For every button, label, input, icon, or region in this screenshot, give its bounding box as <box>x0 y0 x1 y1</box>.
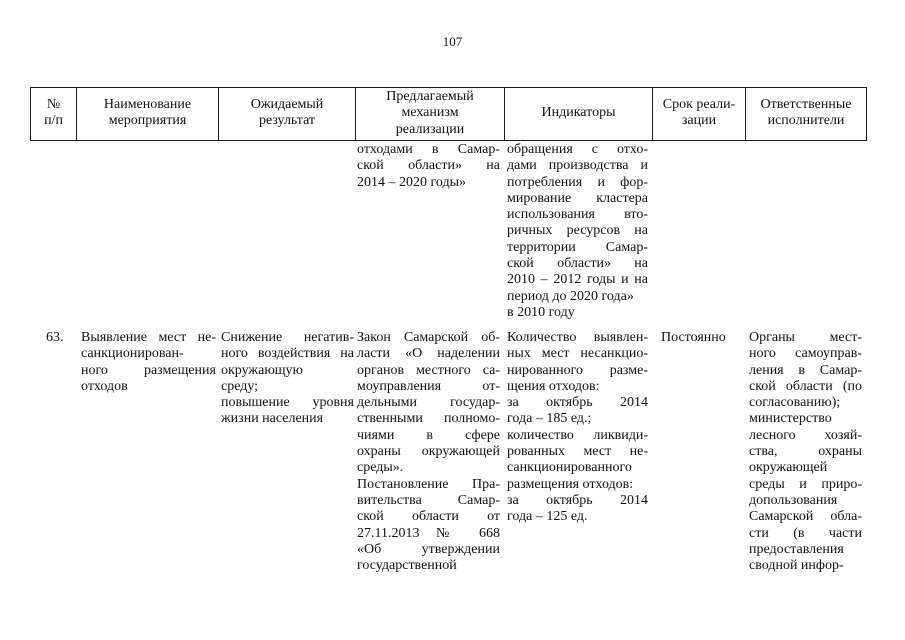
text-line: ства, охраны <box>749 444 862 460</box>
header-text-line: результат <box>258 113 316 129</box>
header-bottom-border <box>30 140 867 141</box>
text-line: года – 185 ед.; <box>507 411 592 427</box>
page-number: 107 <box>442 34 463 49</box>
text-line: жизни населения <box>221 411 324 427</box>
header-result <box>219 97 355 130</box>
text-line: Органы мест- <box>749 330 862 345</box>
text-line: рованных мест не- <box>507 444 648 460</box>
text-line: 2010 – 2012 годы и на <box>507 272 648 288</box>
header-text-line: Индикаторы <box>541 105 616 120</box>
text-line: министерство <box>749 411 832 427</box>
text-line: окружающей <box>749 460 828 476</box>
text-line: среды и приро- <box>749 476 862 492</box>
row-indicators <box>507 330 648 526</box>
text-line: «Об утверждении <box>357 541 500 557</box>
text-line: Самарской обла- <box>749 509 862 525</box>
text-line: ных мест несанкцио- <box>507 346 648 362</box>
header-text-line: Предлагаемый <box>386 89 474 104</box>
text-line: ного размещения <box>81 362 216 378</box>
text-line: сти (в части <box>749 525 862 541</box>
text-line: окружающую <box>221 362 304 378</box>
text-line: ления в Самар- <box>749 362 862 378</box>
header-executors <box>746 97 866 130</box>
row-mechanism <box>357 330 500 574</box>
text-line: обращения с отхо- <box>507 142 648 157</box>
row-number: 63. <box>46 330 64 345</box>
text-line: Снижение негатив- <box>221 330 354 345</box>
text-line: дами производства и <box>507 158 648 174</box>
text-line: отходов <box>81 378 128 394</box>
header-text-line: исполнители <box>767 113 845 129</box>
text-line: ской области» на <box>357 158 500 174</box>
text-line: количество ликвиди- <box>507 427 648 443</box>
text-line: лесного хозяй- <box>749 427 862 443</box>
text-line: предоставления <box>749 541 844 557</box>
text-line: отходами в Самар- <box>357 142 500 157</box>
text-line: территории Самар- <box>507 239 648 255</box>
text-line: чиями в сфере <box>357 427 500 443</box>
text-line: потребления и фор- <box>507 174 648 190</box>
header-text-line: Ожидаемый <box>250 97 324 112</box>
text-line: Количество выявлен- <box>507 330 648 345</box>
text-line: размещения отходов: <box>507 476 634 492</box>
text-line: Постановление Пра- <box>357 476 500 492</box>
header-name <box>77 97 218 130</box>
text-line: санкционирован- <box>81 346 184 362</box>
text-line: ричных ресурсов на <box>507 223 648 239</box>
text-line: за октябрь 2014 <box>507 492 648 508</box>
text-line: Закон Самарской об- <box>357 330 500 345</box>
continued-indicators <box>507 142 648 321</box>
text-line: мирование кластера <box>507 190 648 206</box>
header-text-line: мероприятия <box>108 113 187 129</box>
text-line: в 2010 году <box>507 304 575 320</box>
header-text-line: зации <box>681 113 717 129</box>
text-line: государственной <box>357 558 457 574</box>
header-text-line: п/п <box>44 113 63 129</box>
text-line: среду; <box>221 378 259 394</box>
text-line: ного самоуправ- <box>749 346 862 362</box>
row-executors <box>749 330 862 574</box>
header-text-line: Ответственные <box>760 97 852 112</box>
text-line: нированного разме- <box>507 362 648 378</box>
text-line: ской области» на <box>507 256 648 272</box>
table-top-border <box>30 87 867 88</box>
text-line: Выявление мест не- <box>81 330 216 345</box>
text-line: года – 125 ед. <box>507 509 588 525</box>
text-line: за октябрь 2014 <box>507 395 648 411</box>
text-line: 27.11.2013 № 668 <box>357 525 500 541</box>
text-line: моуправления от- <box>357 378 500 394</box>
text-line: ственными полномо- <box>357 411 500 427</box>
text-line: среды». <box>357 460 404 476</box>
text-line: допользования <box>749 492 838 508</box>
header-text-line: механизм <box>401 105 459 121</box>
header-indicators <box>505 105 652 121</box>
text-line: повышение уровня <box>221 395 354 411</box>
header-mechanism <box>356 89 504 138</box>
text-line: органов местного са- <box>357 362 500 378</box>
continued-mechanism <box>357 142 500 191</box>
row-term: Постоянно <box>661 330 726 345</box>
text-line: ного воздействия на <box>221 346 354 362</box>
text-line: использования вто- <box>507 207 648 223</box>
text-line: ской области (по <box>749 378 862 394</box>
text-line: дельными государ- <box>357 395 500 411</box>
text-line: согласованию); <box>749 395 841 411</box>
header-text-line: Наименование <box>103 97 192 112</box>
text-line: ласти «О наделении <box>357 346 500 362</box>
text-line: 2014 – 2020 годы» <box>357 174 467 190</box>
header-text-line: реализации <box>395 121 465 137</box>
row-result <box>221 330 354 428</box>
column-divider <box>866 87 867 141</box>
header-number <box>31 97 76 130</box>
text-line: охраны окружающей <box>357 444 500 460</box>
text-line: сводной инфор- <box>749 558 844 574</box>
row-name <box>81 330 216 395</box>
text-line: санкционированного <box>507 460 632 476</box>
header-text-line: № <box>46 97 61 112</box>
text-line: период до 2020 года» <box>507 288 634 304</box>
text-line: щения отходов: <box>507 378 600 394</box>
text-line: ской области от <box>357 509 500 525</box>
header-text-line: Срок реали- <box>662 97 736 112</box>
header-term <box>653 97 745 130</box>
text-line: вительства Самар- <box>357 492 500 508</box>
